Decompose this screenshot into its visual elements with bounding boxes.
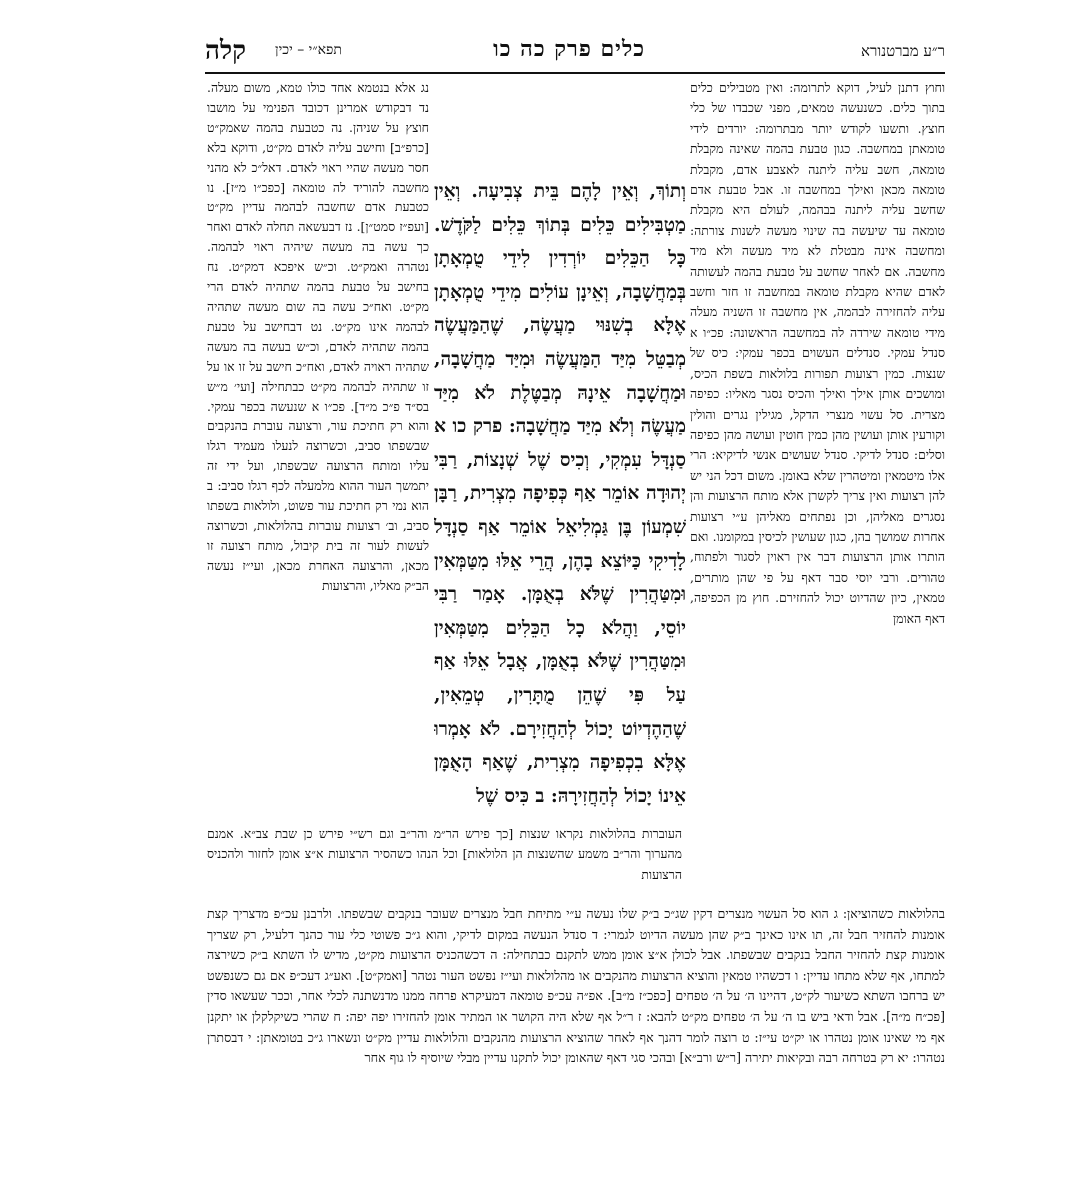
left-commentary-continuation — [207, 824, 682, 886]
right-commentary-column — [690, 78, 945, 883]
mishnah-text: וְתוֹךְ, וְאֵין לָהֶם בֵּית צְבִיעָה. וְאֵין מַטְבִּילִים כֵּלִים בְּתוֹךְ כֵּלִים לַקֹּדֶשׁ. כָּל הַכֵּלִים יוֹרְדִין לִידֵי טֻמְאָתָן בְּמַחֲשָׁבָה, וְאֵינָן עוֹלִים מִידֵי טֻמְאָתָן אֶלָּא בְשִׁנּוּי מַעֲשֶׂה, שֶׁהַמַּעֲשֶׂה מְבַטֵּל מִיַּד הַמַּעֲשֶׂה וּמִיַּד מַחֲשָׁבָה, וּמַחֲשָׁבָה אֵינָהּ מְבַטֶּלֶת לֹא מִיַּד מַעֲשֶׂה וְלֹא מִיַּד מַחֲשָׁבָה: פרק כו א סַנְדָּל עִמְקִי, וְכִיס שֶׁל שְׁנָצוֹת, רַבִּי יְהוּדָה אוֹמֵר אַף כְּפִיפָה מִצְרִית, רַבָּן שִׁמְעוֹן בֶּן גַּמְלִיאֵל אוֹמֵר אַף סַנְדָּל לָדִיקִי כַּיּוֹצֵא בָהֶן, הֲרֵי אֵלּוּ מִטַּמְּאִין וּמִטַּהֲרִין שֶׁלֹּא בְאֻמָּן. אָמַר רַבִּי יוֹסֵי, וַהֲלֹא כָל הַכֵּלִים מִטַּמְּאִין וּמִטַּהֲרִין שֶׁלֹּא בְאֻמָּן, אֲבָל אֵלּוּ אַף עַל פִּי שֶׁהֵן מֻתָּרִין, טְמֵאִין, שֶׁהַהֶדְיוֹט יָכוֹל לְהַחֲזִירָם. לֹא אָמְרוּ אֶלָּא בִכְפִיפָה מִצְרִית, שֶׁאַף הָאֻמָּן אֵינוֹ יָכוֹל לְהַחֲזִירָהּ: ב כִּיס שֶׁל — [434, 181, 686, 807]
page-number: קלה — [205, 36, 247, 66]
header-range: תפא״י – יכין — [275, 42, 342, 58]
header-rule — [205, 72, 945, 74]
right-commentary-text: וחוץ דתנן לעיל, דוקא לתרומה: ואין מטבילים כלים בתוך כלים. כשנעשה טמאים, מפני שכבדו של כלי חוצץ. ותשעו לקודש יותר מבתרומה: יורדים לידי טומאתן במחשבה. כגון טבעת בהמה שאינה מקבלת טומאה, חשב עליה ליתנה לאצבע אדם, מקבלת טומאה מכאן ואילך במחשבה זו. אבל טבעת אדם שחשב עליה ליתנה בבהמה, לעולם היא מקבלת טומאה עד שיעשה בה שינוי מעשה לשנות צורתה: ומחשבה אינה מבטלת לא מיד מעשה ולא מיד מחשבה. אם לאחר שחשב על טבעת בהמה לעשותה לאדם שהיא מקבלת טומאה במחשבה זו חזר וחשב עליה להחזירה לבהמה, אין מחשבה זו השניה מעלה מידי טומאה שירדה לה במחשבה הראשונה: פכ״ו א סנדל עמקי. סנדלים העשוים בכפר עמקי: כיס של שנצות. כמין רצועות תפורות בלולאות בשפת הכיס, ומושכים אותן אילך ואילך והכיס נסגר מאליו: כפיפה מצרית. סל עשוי מנצרי הדקל, מגילין נגרים והולין וקורעין אותן ועושין מהן כמין חוטין ועושה מהן כפיפה וסלים: סנדל לדיקי. סנדל שעושים אנשי לדיקיא: הרי אלו מיטמאין ומיטהרין שלא באומן. משום דכל הני יש להן רצועות ואין צריך לקשרן אלא מותח הרצועות והן נסגרים מאליהן, וכן נפתחים מאליהן ע״י רצועות אחרות שמושך בהן, כגון שעושין לכיסין במקומנו. ואם הותרו אותן הרצועות דבר אין ראוין לסגור ולפתוח, טהורים. ורבי יוסי סבר דאף על פי שהן מותרים, טמאין, כיון שהדיוט יכול להחזירם. חוץ מן הכפיפה, דאף האומן — [690, 80, 945, 626]
page-header — [205, 36, 945, 70]
header-commentary-label: ר״ע מברטנורא — [861, 42, 945, 60]
mishnah-main-text — [434, 175, 686, 865]
left-commentary-column — [207, 78, 429, 848]
header-title: כלים פרק כה כו — [493, 36, 645, 62]
bottom-commentary-text: בהלולאות כשהוציאן: ג הוא סל העשוי מנצרים דקין שג״כ ב״ק שלו נעשה ע״י מתיחת חבל מנצרים שעובר בנקבים שבשפתו. ולרבנן עכ״פ מדצריך קצת אומנות להחזיר חבל זה, תו אינו כאינך ב״ק שהן מעשה הדיוט לגמרי: ד סנדל הנעשה במקום לדיקי, והוא ג״כ פשוטי כלי עור כהנך דלעיל, רק שצריך אומנות קצת להחזיר החבל בנקבים שבשפתו. אבל לכולן א״צ אומן ממש לתקנם כבתחילה: ה דכשהכניס הרצועות מק״ט, מדיש לו השתא ב״ק כשירצה למתחו, אף שלא מתחו עדיין: ו דכשהיו טמאין והוציא הרצועות מהנקבים או מהלולאות ועי״ז נפשט העור נטהר [ואמק״ט]. ואע״ג דעכ״פ אם גם כשנפשט יש ברחבו השתא כשיעור לק״ט, דהיינו ה׳ על ה׳ טפחים [כפכ״ז מ״ב]. אפ״ה עכ״פ טומאה דמעיקרא פרחה ממנו מדנשתנה לכלי אחר, וככר שעשאו סדין [פכ״ח מ״ה]. אבל ודאי ביש בו ה׳ על ה׳ טפחים מק״ט להבא: ז ר״ל אף שלא היה הקושר או המתיר אומן להחזירו יפה יפה: ח שהרי כשיקלקלן או יתקנן אף מי שאינו אומן נטהרו או יק״ט עי״ז: ט רוצה לומר דהנך אף לאחר שהוציא הרצועות מהנקבים והלולאות עדיין מק״ט ונשארו ג״כ בטומאתן: י דבסתרן נטהרו: יא רק בטרחה רבה ובקיאות יתירה [ר״ש ורב״א] ובהכי סגי דאף שהאומן יכול לתקנו עדיין מבלי שיוסיף לו גוף אחר — [207, 906, 945, 1066]
strip-text: העוברות בהלולאות נקראו שנצות [כך פירש הר״מ והר״ב וגם רש״י פירש כן שבת צב״א. אמנם מהערוך והר״ב משמע שהשנצות הן הלולאות] וכל הנהו כשהסיר הרצועות א״צ אומן לחזור ולהכניס הרצועות — [207, 826, 682, 882]
bottom-commentary-block — [207, 904, 945, 1152]
left-commentary-text: נג אלא בנטמא אחד כולו טמא, משום מעלה. נד דבקודש אמרינן דכובד הפנימי על מושבו חוצץ על שניהן. נה כטבעת בהמה שאמק״ט [כרפ״ב] וחישב עליה לאדם מק״ט, ודוקא בלא חסר מעשה שהיי ראוי לאדם. דאל״כ לא מהני מחשבה להוריד לה טומאה [כפכ״ו מ״ז]. נו כטבעת אדם שחשבה לבהמה עדיין מק״ט [ועפ״ז סמט״ן]. נז דבעשאה תחלה לאדם ואחר כך עשה בה מעשה שיהיה ראוי לבהמה. נטהרה ואמק״ט. וכ״ש איפכא דמק״ט. נח בחישב על טבעת בהמה שתהיה לאדם הרי מק״ט. ואח״כ עשה בה שום מעשה שתהיה לבהמה אינו מק״ט. נט דבחישב על טבעת בהמה שתהיה לאדם, וכ״ש בעשה בה מעשה שתהיה ראויה לאדם, ואח״כ חישב על זו או על זו שתהיה לבהמה מק״ט כבתחילה [ועי׳ מ״ש בס״ד פ״כ מ״ד]. פכ״ו א שנעשה בכפר עמקי. והוא רק חתיכת עור, ורצועה עוברת בהנקבים שבשפתו סביב, וכשרוצה לנעלו מעמיד רגלו עליו ומותח הרצועה שבשפתו, ועל ידי זה יתמשך העור ההוא מלמעלה לכף רגלו סביב: ב הוא נמי רק חתיכת עור פשוט, ולולאות בשפתו סביב, וב׳ רצועות עוברות בהלולאות, וכשרוצה לעשות לעור זה בית קיבול, מותח רצועה זו מכאן, והרצועה האחרת מכאן, ועי״ז נעשה הב״ק מאליו, והרצועות — [207, 80, 429, 593]
